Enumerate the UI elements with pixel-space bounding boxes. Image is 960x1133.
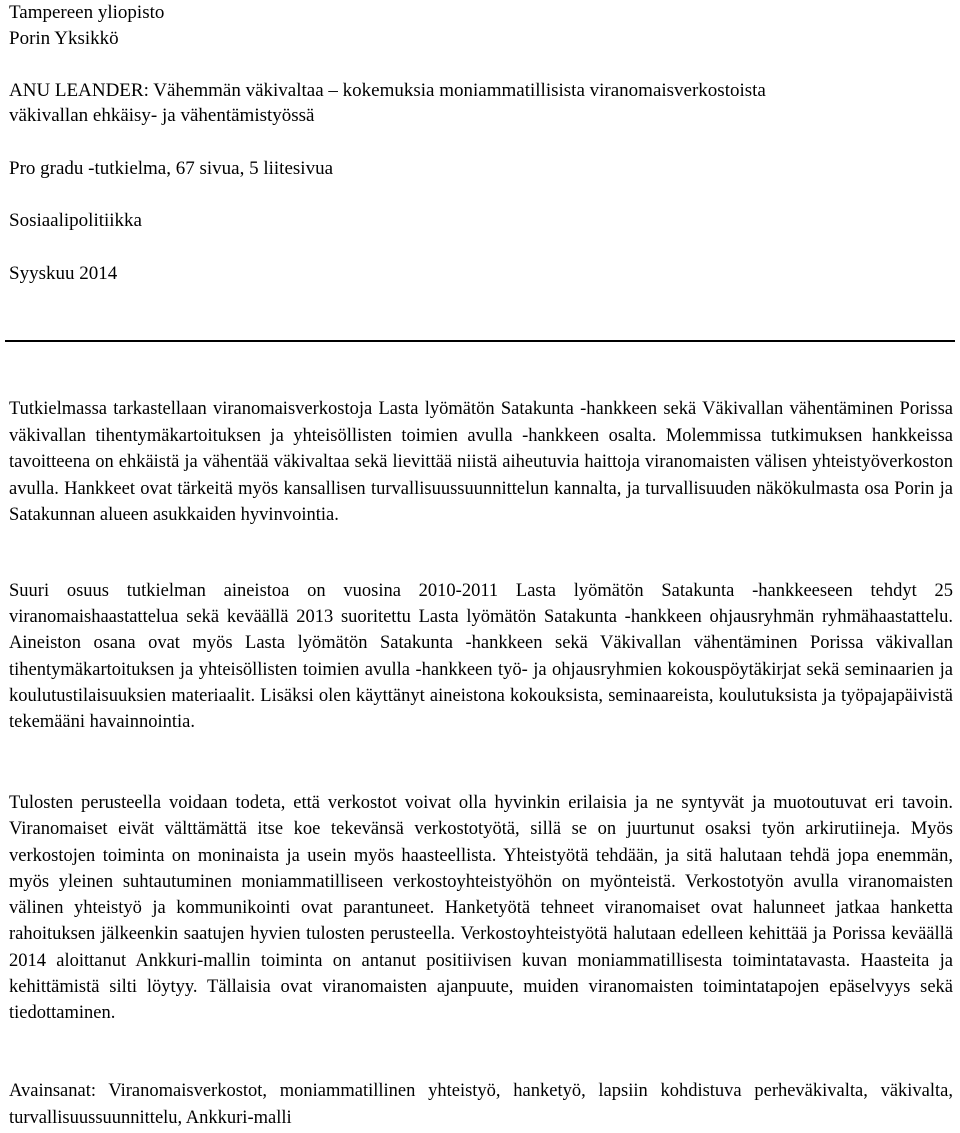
keywords: Avainsanat: Viranomaisverkostot, moniammatillinen yhteistyö, hanketyö, lapsiin kohdistuva perheväkivalta, väkivalta, turvallisuussuunnittelu, Ankkuri-malli xyxy=(9,1081,953,1128)
thesis-info: Pro gradu -tutkielma, 67 sivua, 5 liitesivua xyxy=(9,158,334,179)
date: Syyskuu 2014 xyxy=(9,263,118,284)
thesis-title-line2: väkivallan ehkäisy- ja vähentämistyössä xyxy=(9,105,315,126)
divider-rule xyxy=(5,340,955,342)
abstract-paragraph-2: Suuri osuus tutkielman aineistoa on vuosina 2010-2011 Lasta lyömätön Satakunta -hankkeeseen tehdyt 25 viranomaishaastattelua sekä keväällä 2013 suoritettu Lasta lyömätön Satakunta -hankkeen ohjausryhmän ryhmähaastattelu. Aineiston osana ovat myös Lasta lyömätön Satakunta -hankkeen sekä Väkivallan vähentäminen Porissa väkivallan tihentymäkartoituksen ja yhteisöllisten toimien avulla -hankkeen työ- ja ohjausryhmien kokouspöytäkirjat sekä seminaarien ja koulutustilaisuuksien materiaalit. Lisäksi olen käyttänyt aineistona kokouksista, seminaareista, koulutuksista ja työpajapäivistä tekemääni havainnointia. xyxy=(9,581,953,733)
unit-name: Porin Yksikkö xyxy=(9,28,119,49)
abstract-paragraph-3: Tulosten perusteella voidaan todeta, että verkostot voivat olla hyvinkin erilaisia ja ne syntyvät ja muotoutuvat eri tavoin. Viranomaiset eivät välttämättä itse koe tekevänsä verkostotyötä, sillä se on juurtunut osaksi työn arkirutiineja. Myös verkostojen toiminta on moninaista ja usein myös haasteellista. Yhteistyötä tehdään, ja sitä halutaan tehdä jopa enemmän, myös yleinen suhtautuminen moniammatilliseen verkostoyhteistyöhön on myönteistä. Verkostotyön avulla viranomaisten välinen yhteistyö ja kommunikointi ovat parantuneet. Hanketyötä tehneet viranomaiset ovat halunneet jatkaa hanketta rahoituksen jälkeenkin saatujen hyvien tulosten perusteella. Verkostoyhteistyötä halutaan edelleen kehittää ja Porissa keväällä 2014 aloittanut Ankkuri-mallin toiminta on antanut positiivisen kuvan moniammatillisesta toimintatavasta. Haasteita ja kehittämistä silti löytyy. Tällaisia ovat viranomaisten ajanpuute, muiden viranomaisten toimintatapojen epäselvyys sekä tiedottaminen. xyxy=(9,793,953,1024)
abstract-paragraph-1: Tutkielmassa tarkastellaan viranomaisverkostoja Lasta lyömätön Satakunta -hankkeen sekä Väkivallan vähentäminen Porissa väkivallan tihentymäkartoituksen ja yhteisöllisten toimien avulla -hankkeen osalta. Molemmissa tutkimuksen hankkeissa tavoitteena on ehkäistä ja vähentää väkivaltaa sekä lievittää niistä aiheutuvia haittoja viranomaisten välisen yhteistyöverkoston avulla. Hankkeet ovat tärkeitä myös kansallisen turvallisuussuunnittelun kannalta, ja turvallisuuden näkökulmasta osa Porin ja Satakunnan alueen asukkaiden hyvinvointia. xyxy=(9,399,953,525)
subject: Sosiaalipolitiikka xyxy=(9,210,142,231)
thesis-title-line1: ANU LEANDER: Vähemmän väkivaltaa – kokemuksia moniammatillisista viranomaisverkostoista xyxy=(9,80,766,101)
university-name: Tampereen yliopisto xyxy=(9,2,165,23)
